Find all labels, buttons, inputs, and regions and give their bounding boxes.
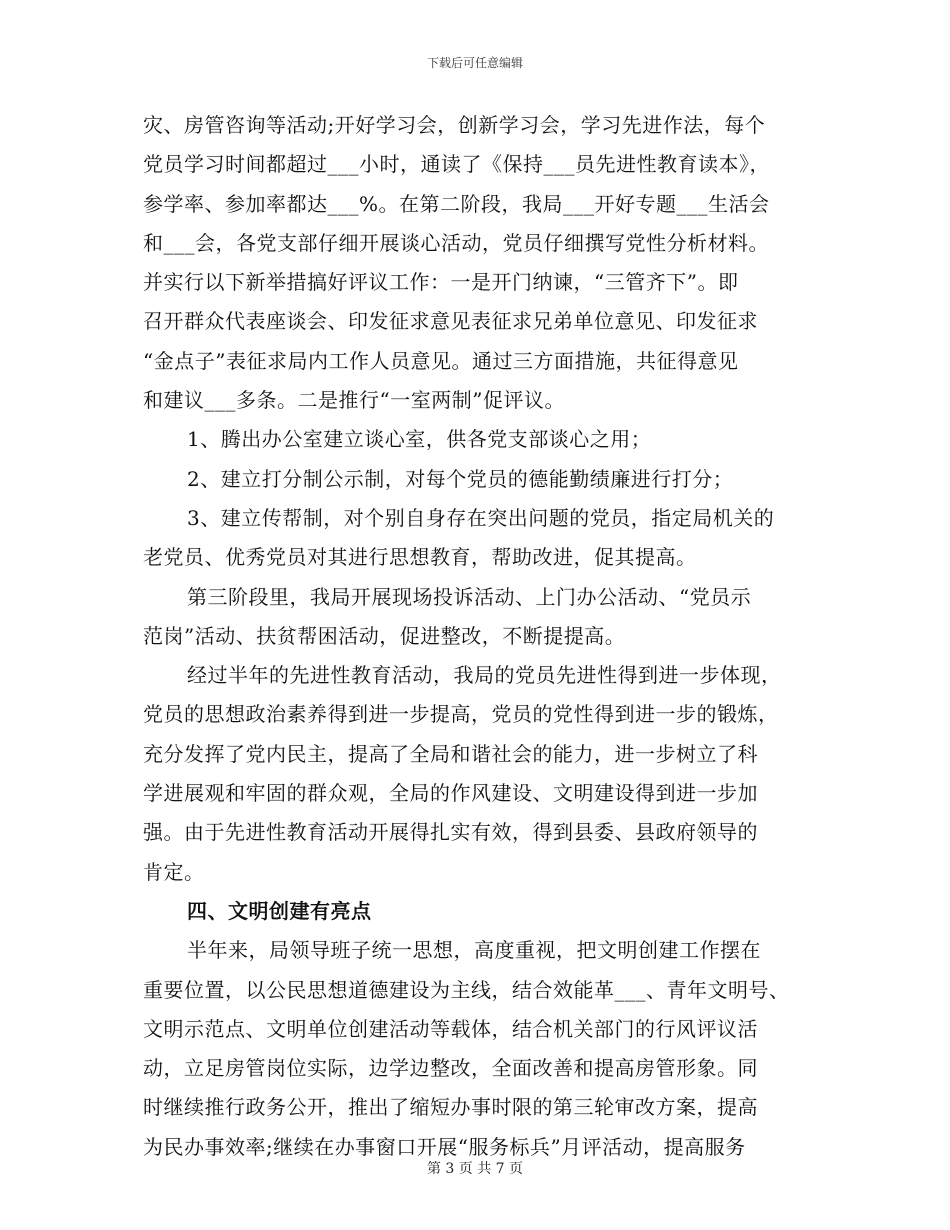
text-line: 灾、房管咨询等活动;开好学习会，创新学习会，学习先进作法，每个	[143, 113, 766, 137]
text-line: 2、建立打分制公示制，对每个党员的德能勤绩廉进行打分；	[187, 466, 734, 491]
text-line: 重要位置，以公民思想道德建设为主线，结合效能革___、青年文明号、	[143, 977, 790, 1002]
page-header-note: 下载后可任意编辑	[426, 56, 523, 70]
text-line: 1、腾出办公室建立谈心室，供各党支部谈心之用；	[187, 427, 652, 452]
text-line: 党员的思想政治素养得到进一步提高，党员的党性得到进一步的锻炼，	[143, 702, 779, 727]
text-line: 时继续推行政务公开，推出了缩短办事时限的第三轮审改方案，提高	[143, 1095, 758, 1120]
text-line: 范岗”活动、扶贫帮困活动，促进整改，不断提提高。	[143, 623, 626, 648]
text-line: 为民办事效率;继续在办事窗口开展“服务标兵”月评活动，提高服务	[143, 1134, 746, 1159]
text-line: 召开群众代表座谈会、印发征求意见表征求兄弟单位意见、印发征求	[143, 309, 758, 334]
text-line: 强。由于先进性教育活动开展得扎实有效，得到县委、县政府领导的	[143, 820, 758, 845]
text-line: 动，立足房管岗位实际，边学边整改，全面改善和提高房管形象。同	[143, 1056, 758, 1081]
text-line: 学进展观和牢固的群众观，全局的作风建设、文明建设得到进一步加	[143, 781, 758, 806]
text-line: 3、建立传帮制，对个别自身存在突出问题的党员，指定局机关的	[187, 505, 775, 530]
page-number-footer: 第 3 页 共 7 页	[426, 1161, 524, 1177]
text-line: 党员学习时间都超过___小时，通读了《保持___员先进性教育读本》，	[143, 152, 770, 177]
text-line: 参学率、参加率都达___%。在第二阶段，我局___开好专题___生活会	[143, 191, 770, 216]
text-line: 文明示范点、文明单位创建活动等载体，结合机关部门的行风评议活	[143, 1016, 758, 1041]
document-body	[143, 106, 808, 1167]
text-line: 第三阶段里，我局开展现场投诉活动、上门办公活动、“党员示	[187, 584, 752, 609]
text-line: 经过半年的先进性教育活动，我局的党员先进性得到进一步体现，	[187, 663, 782, 688]
text-line: 老党员、优秀党员对其进行思想教育，帮助改进，促其提高。	[143, 545, 697, 570]
text-line: “金点子”表征求局内工作人员意见。通过三方面措施，共征得意见	[143, 348, 739, 373]
text-line: 和___会，各党支部仔细开展谈心活动，党员仔细撰写党性分析材料。	[143, 230, 769, 255]
text-line: 充分发挥了党内民主，提高了全局和谐社会的能力，进一步树立了科	[143, 741, 758, 766]
text-line: 并实行以下新举措搞好评议工作：一是开门纳谏，“三管齐下”。即	[143, 270, 739, 295]
text-line: 半年来，局领导班子统一思想，高度重视，把文明创建工作摆在	[187, 938, 761, 963]
section-heading: 四、文明创建有亮点	[187, 898, 372, 923]
text-line: 和建议___多条。二是推行“一室两制”促评议。	[143, 388, 565, 413]
text-line: 肯定。	[143, 859, 205, 884]
